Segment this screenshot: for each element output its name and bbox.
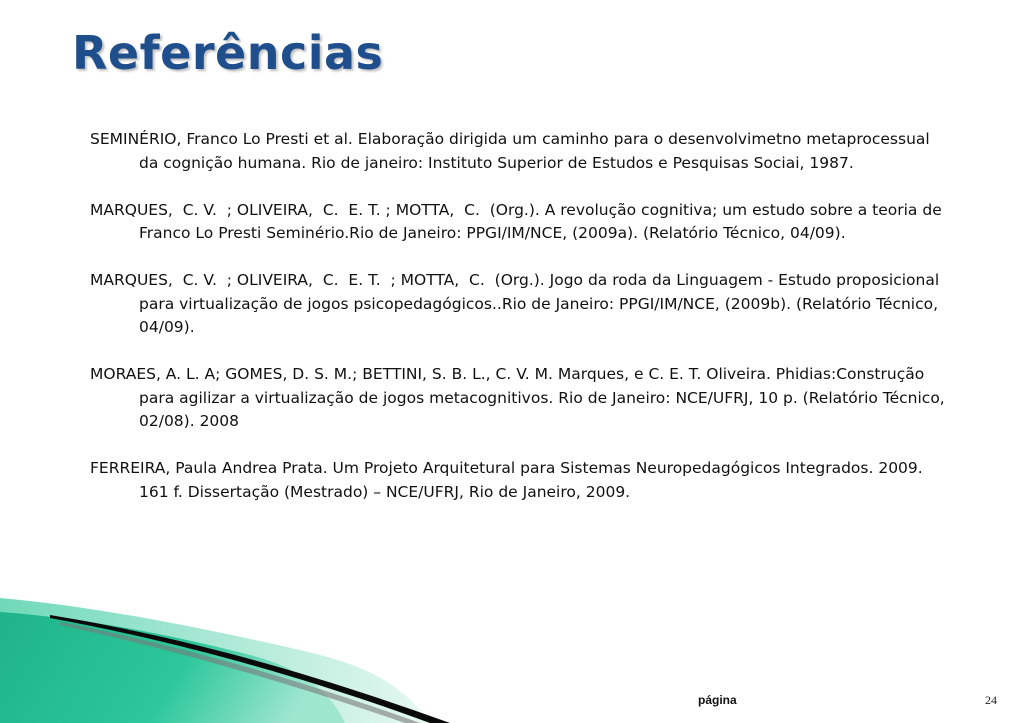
- reference-item-5: FERREIRA, Paula Andrea Prata. Um Projeto Arquitetural para Sistemas Neuropedagógicos Integrados. 2009. 161 f. Dissertação (Mestrado) – NCE/UFRJ, Rio de Janeiro, 2009.: [90, 459, 928, 501]
- reference-list: [90, 128, 950, 528]
- reference-item-4: MORAES, A. L. A; GOMES, D. S. M.; BETTINI, S. B. L., C. V. M. Marques, e C. E. T. Oliveira. Phidias:Construção para agilizar a virtualização de jogos metacognitivos. Rio de Janeiro: NCE/UFRJ, 10 p. (Relatório Técnico, 02/08). 2008: [90, 365, 950, 430]
- reference-item-1: SEMINÉRIO, Franco Lo Presti et al. Elaboração dirigida um caminho para o desenvolvimetno metaprocessual da cognição humana. Rio de janeiro: Instituto Superior de Estudos e Pesquisas Sociai, 1987.: [90, 130, 935, 172]
- reference-item-3: MARQUES, C. V. ; OLIVEIRA, C. E. T. ; MOTTA, C. (Org.). Jogo da roda da Linguagem - Estudo proposicional para virtualização de jogos psicopedagógicos..Rio de Janeiro: PPGI/IM/NCE, (2009b). (Relatório Técnico, 04/09).: [90, 271, 945, 336]
- page-number: 24: [985, 693, 997, 707]
- slide-title: Referências: [72, 26, 384, 80]
- reference-item-2: MARQUES, C. V. ; OLIVEIRA, C. E. T. ; MOTTA, C. (Org.). A revolução cognitiva; um estudo sobre a teoria de Franco Lo Presti Seminério.Rio de Janeiro: PPGI/IM/NCE, (2009a). (Relatório Técnico, 04/09).: [90, 200, 947, 242]
- footer-label: página: [698, 693, 737, 707]
